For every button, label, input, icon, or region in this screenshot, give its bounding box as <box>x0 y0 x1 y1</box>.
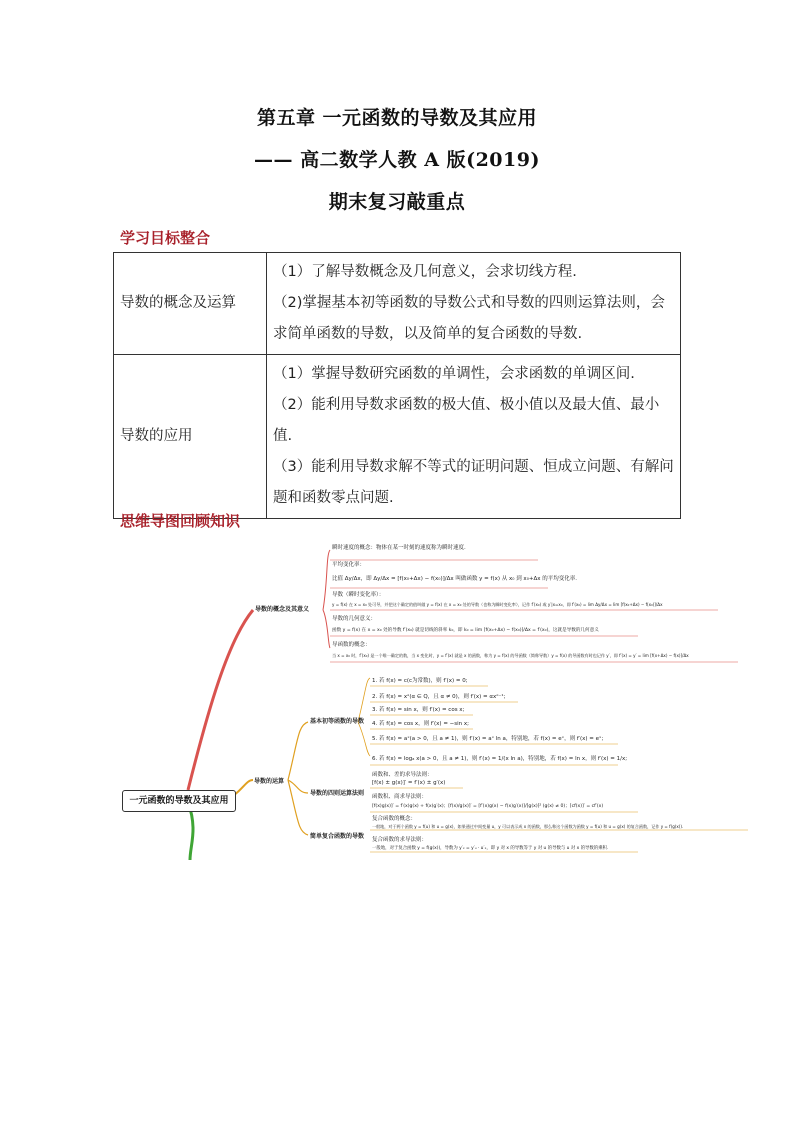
mind-map-leaf: 函数和、差的求导法则： <box>372 772 433 778</box>
table-row <box>114 355 681 519</box>
table-cell-topic: 导数的概念及运算 <box>114 253 267 355</box>
mind-map-leaf: 瞬时速度的概念：物体在某一时刻的速度称为瞬时速度. <box>332 545 466 551</box>
mind-map-leaf: 当 x = x₀ 时，f′(x₀) 是一个唯一确定的数，当 x 变化时，y = f′(x) 就是 x 的函数，称为 y = f(x) 的导函数（简称导数）y = f(x) 的导函数有时也记作 y′，即 f′(x) = y′ = lim [f(x+Δx) − f(x)]/Δx <box>332 653 689 658</box>
mind-map-leaf: 导函数的概念： <box>332 642 371 648</box>
mind-map-subnode: 基本初等函数的导数 <box>310 718 365 725</box>
mind-map <box>118 540 758 860</box>
goal-item: （1）了解导数概念及几何意义，会求切线方程. <box>273 264 577 280</box>
mind-map-root: 一元函数的导数及其应用 <box>122 790 236 812</box>
mind-map-leaf: 平均变化率： <box>332 562 366 568</box>
mind-map-leaf: 1. 若 f(x) = c(c为常数)，则 f′(x) = 0; <box>372 678 468 684</box>
page-subtitle: —— 高二数学人教 A 版(2019) <box>254 149 540 171</box>
goal-item: （3）能利用导数求解不等式的证明问题、恒成立问题、有解问题和函数零点问题. <box>273 459 674 506</box>
goal-item: （2)掌握基本初等函数的导数公式和导数的四则运算法则，会求简单函数的导数，以及简单的复合函数的导数. <box>273 295 665 342</box>
mind-map-leaf: 3. 若 f(x) = sin x，则 f′(x) = cos x; <box>372 707 465 713</box>
mind-map-node: 导数的运算 <box>254 778 285 785</box>
mind-map-leaf: [f(x) ± g(x)]′ = f′(x) ± g′(x) <box>372 780 446 786</box>
table-cell-goals <box>267 355 681 519</box>
mind-map-leaf: 4. 若 f(x) = cos x，则 f′(x) = −sin x; <box>372 721 470 727</box>
mind-map-subnode: 导数的四则运算法则 <box>310 790 365 797</box>
branch-line-concept <box>188 610 253 790</box>
goals-table <box>113 252 681 519</box>
goal-item: （1）掌握导数研究函数的单调性，会求函数的单调区间. <box>273 366 635 382</box>
mind-map-leaf: 导数的几何意义： <box>332 616 377 622</box>
mind-map-leaf: 函数 y = f(x) 在 x = x₀ 处的导数 f′(x₀) 就是切线的斜率 k₀，即 k₀ = lim [f(x₀+Δx) − f(x₀)]/Δx = f′(x₀)，这就是导数的几何意义 <box>332 628 599 633</box>
mind-map-leaf: [f(x)g(x)]′ = f′(x)g(x) + f(x)g′(x)；[f(x)/g(x)]′ = [f′(x)g(x) − f(x)g′(x)]/[g(x)]² (g(x) ≠ 0)；[cf(x)]′ = cf′(x) <box>372 804 604 809</box>
mind-map-leaf: 比值 Δy/Δx，即 Δy/Δx = [f(x₀+Δx) − f(x₀)]/Δx 叫做函数 y = f(x) 从 x₀ 到 x₀+Δx 的平均变化率. <box>332 576 578 582</box>
mind-map-leaf: 复合函数的求导法则： <box>372 837 428 843</box>
page-subtitle-2: 期末复习敲重点 <box>328 191 466 213</box>
mind-map-leaf: 函数积、商求导法则： <box>372 794 428 800</box>
page-title: 第五章 一元函数的导数及其应用 <box>256 107 538 129</box>
goal-item: （2）能利用导数求函数的极大值、极小值以及最大值、最小值. <box>273 397 660 444</box>
mind-map-leaf: 5. 若 f(x) = aˣ(a > 0，且 a ≠ 1)，则 f′(x) = aˣ ln a，特别地，若 f(x) = eˣ，则 f′(x) = eˣ; <box>372 736 604 742</box>
mind-map-subnode: 简单复合函数的导数 <box>310 833 365 840</box>
mind-map-leaf: 一般地，对于复合函数 y = f(g(x))，导数为 y′ₓ = y′ᵤ · u′ₓ，即 y 对 x 的导数等于 y 对 u 的导数与 u 对 x 的导数的乘积. <box>372 846 609 851</box>
mind-map-leaf: y = f(x) 在 x = x₀ 处可导，并把这个确定的值叫做 y = f(x) 在 x = x₀ 处的导数（也称为瞬时变化率），记作 f′(x₀) 或 y′|x=x₀，即 f′(x₀) = lim Δy/Δx = lim [f(x₀+Δx) − f(x₀)]/Δx <box>332 602 663 607</box>
mind-map-leaf: 导数（瞬时变化率）： <box>332 592 385 598</box>
mind-map-node: 导数的概念及其意义 <box>255 606 310 613</box>
mind-map-leaf: 一般地，对于两个函数 y = f(u) 和 u = g(x)，如果通过中间变量 u，y 可以表示成 x 的函数，那么称这个函数为函数 y = f(u) 和 u = g(x) 的复合函数，记作 y = f(g(x)). <box>372 824 684 829</box>
table-cell-goals <box>267 253 681 355</box>
table-cell-topic: 导数的应用 <box>114 355 267 519</box>
mind-map-leaf: 复合函数的概念： <box>372 816 417 822</box>
mind-map-leaf: 2. 若 f(x) = xᵅ(α ∈ Q，且 α ≠ 0)，则 f′(x) = αxᵅ⁻¹; <box>372 694 506 700</box>
table-row <box>114 253 681 355</box>
mind-map-leaf: 6. 若 f(x) = logₐ x(a > 0，且 a ≠ 1)，则 f′(x) = 1/(x ln a)，特别地，若 f(x) = ln x，则 f′(x) = 1/x; <box>372 756 628 762</box>
section-heading-mindmap: 思维导图回顾知识 <box>120 512 241 530</box>
section-heading-goals: 学习目标整合 <box>120 229 211 247</box>
